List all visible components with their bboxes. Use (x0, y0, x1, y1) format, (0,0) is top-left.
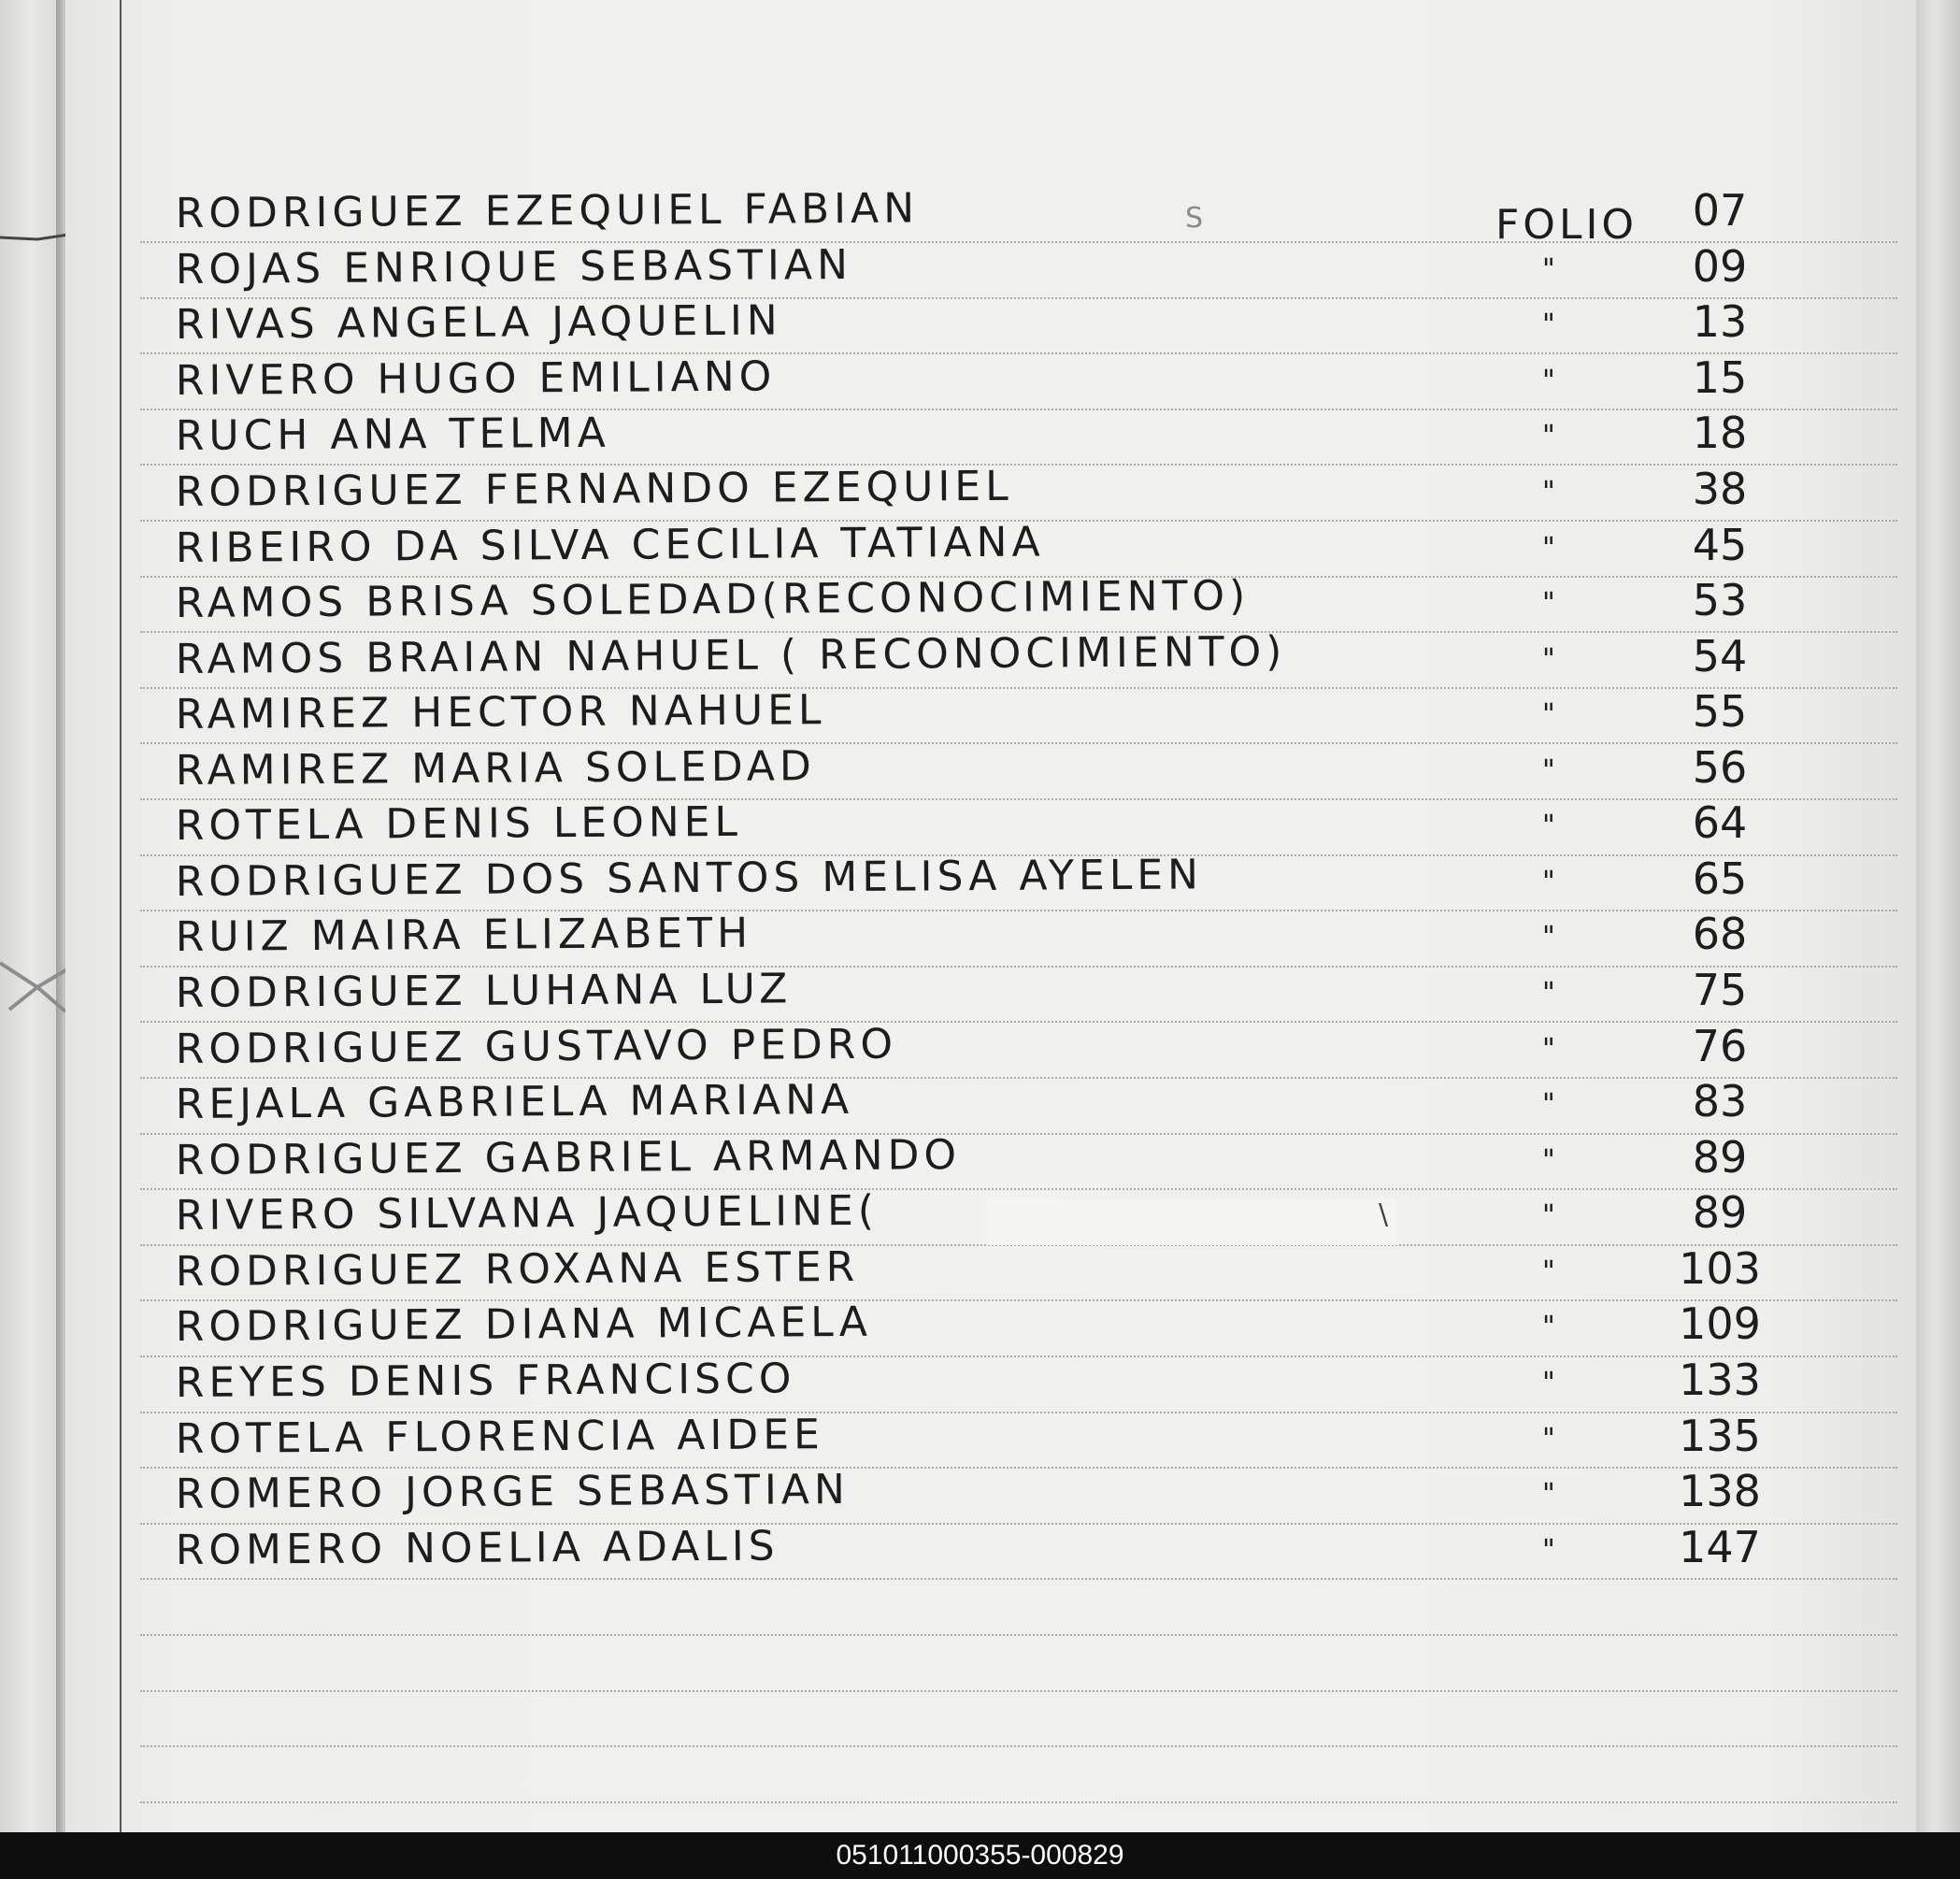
entry-name: RAMOS BRAIAN NAHUEL ( RECONOCIMIENTO) (175, 627, 1287, 683)
right-page-edge (1916, 0, 1960, 1832)
entry-name: RIBEIRO DA SILVA CECILIA TATIANA (175, 518, 1045, 572)
entry-folio: 07 (1692, 185, 1748, 236)
index-entry (0, 1355, 1916, 1409)
index-entry (0, 520, 1916, 574)
entry-ditto: " (1542, 532, 1555, 565)
entry-ditto: " (1542, 810, 1555, 842)
entry-folio: 38 (1692, 464, 1748, 514)
entry-ditto: " (1542, 1088, 1555, 1121)
entry-folio: 15 (1692, 352, 1748, 403)
entry-ditto: " (1542, 866, 1555, 898)
index-entry (0, 1298, 1916, 1353)
entry-ditto: " (1542, 365, 1555, 397)
entry-name: RODRIGUEZ GABRIEL ARMANDO (175, 1131, 962, 1184)
index-entry (0, 464, 1916, 518)
redacted-area (986, 1198, 1397, 1245)
entry-folio: 75 (1692, 965, 1748, 1015)
entry-name: RUIZ MAIRA ELIZABETH (175, 909, 753, 961)
entry-ditto: " (1542, 1255, 1555, 1288)
scan-footer-bar (0, 1832, 1960, 1879)
entry-folio: 109 (1679, 1298, 1761, 1349)
entry-name: ROTELA FLORENCIA AIDEE (175, 1411, 824, 1463)
entry-folio: 18 (1692, 408, 1748, 458)
index-entry (0, 965, 1916, 1019)
entry-ditto: " (1542, 1534, 1555, 1567)
index-entry (0, 185, 1916, 239)
entry-ditto: " (1542, 476, 1555, 509)
entry-ditto: " (1542, 1144, 1555, 1177)
entry-ditto: " (1542, 1367, 1555, 1399)
entry-folio: 103 (1679, 1243, 1761, 1294)
entry-name: RIVERO SILVANA JAQUELINE( (175, 1186, 880, 1240)
entry-name: RODRIGUEZ ROXANA ESTER (175, 1242, 860, 1296)
stray-mark: S (1185, 202, 1204, 235)
entry-folio: 45 (1692, 520, 1748, 570)
entry-folio: 138 (1679, 1466, 1761, 1516)
index-entry (0, 1187, 1916, 1241)
index-entry (0, 352, 1916, 407)
entry-name: REYES DENIS FRANCISCO (175, 1355, 796, 1407)
entry-ditto: " (1542, 1033, 1555, 1066)
index-entry (0, 1411, 1916, 1465)
index-entry (0, 1466, 1916, 1520)
entry-folio: 135 (1679, 1411, 1761, 1461)
entry-ditto: " (1542, 253, 1555, 286)
index-entry (0, 1021, 1916, 1075)
entry-folio: 76 (1692, 1021, 1748, 1071)
index-entry (0, 241, 1916, 295)
index-entry (0, 1243, 1916, 1298)
entry-ditto: " (1542, 1423, 1555, 1456)
entry-name: RUCH ANA TELMA (175, 409, 610, 460)
entry-name: RAMIREZ HECTOR NAHUEL (175, 686, 826, 739)
entry-name: RODRIGUEZ EZEQUIEL FABIAN (175, 184, 920, 237)
index-entry (0, 571, 1916, 629)
entry-ditto: " (1542, 1199, 1555, 1232)
entry-folio: 09 (1692, 241, 1748, 292)
entry-name: RODRIGUEZ DOS SANTOS MELISA AYELEN (175, 851, 1204, 906)
entry-folio: 83 (1692, 1076, 1748, 1126)
redaction-tick: \ (1379, 1198, 1389, 1231)
entry-folio: 65 (1692, 853, 1748, 904)
index-entry (0, 909, 1916, 963)
entry-name: RODRIGUEZ LUHANA LUZ (175, 965, 793, 1017)
index-entry (0, 296, 1916, 351)
entry-name: ROJAS ENRIQUE SEBASTIAN (175, 240, 853, 294)
index-entry (0, 408, 1916, 462)
entry-ditto: " (1542, 921, 1555, 954)
folio-label: FOLIO (1495, 201, 1638, 249)
entry-ditto: " (1542, 420, 1555, 452)
entry-folio: 64 (1692, 797, 1748, 848)
entry-name: RODRIGUEZ GUSTAVO PEDRO (175, 1020, 898, 1073)
document-id: 051011000355-000829 (836, 1840, 1124, 1871)
entry-name: ROMERO JORGE SEBASTIAN (175, 1465, 851, 1518)
entry-name: RIVAS ANGELA JAQUELIN (175, 296, 782, 349)
entry-name: RIVERO HUGO EMILIANO (175, 352, 777, 405)
entry-folio: 89 (1692, 1132, 1748, 1183)
entry-folio: 147 (1679, 1522, 1761, 1572)
entry-ditto: " (1542, 977, 1555, 1010)
entry-folio: 56 (1692, 742, 1748, 793)
entry-folio: 55 (1692, 686, 1748, 737)
entry-name: RAMIREZ MARIA SOLEDAD (175, 742, 816, 795)
entry-ditto: " (1542, 308, 1555, 341)
entry-name: RAMOS BRISA SOLEDAD(RECONOCIMIENTO) (175, 571, 1251, 627)
entry-ditto: " (1542, 587, 1555, 620)
entry-name: REJALA GABRIELA MARIANA (175, 1075, 854, 1128)
index-entry (0, 742, 1916, 796)
entry-folio: 89 (1692, 1187, 1748, 1238)
entry-ditto: " (1542, 754, 1555, 787)
entry-ditto: " (1542, 1478, 1555, 1511)
index-entry (0, 627, 1916, 685)
entry-folio: 68 (1692, 909, 1748, 959)
index-entry (0, 1522, 1916, 1576)
entry-folio: 13 (1692, 296, 1748, 347)
index-entry (0, 797, 1916, 852)
index-entry (0, 853, 1916, 908)
index-entry (0, 1132, 1916, 1186)
entry-name: ROTELA DENIS LEONEL (175, 797, 743, 850)
entry-name: ROMERO NOELIA ADALIS (175, 1522, 780, 1574)
entry-folio: 54 (1692, 631, 1748, 681)
entry-ditto: " (1542, 643, 1555, 676)
index-entry (0, 1076, 1916, 1130)
entry-ditto: " (1542, 1311, 1555, 1343)
entry-ditto: " (1542, 698, 1555, 731)
index-entry (0, 686, 1916, 740)
entry-name: RODRIGUEZ FERNANDO EZEQUIEL (175, 462, 1013, 516)
entry-folio: 53 (1692, 575, 1748, 625)
entry-folio: 133 (1679, 1355, 1761, 1405)
entry-name: RODRIGUEZ DIANA MICAELA (175, 1298, 872, 1351)
